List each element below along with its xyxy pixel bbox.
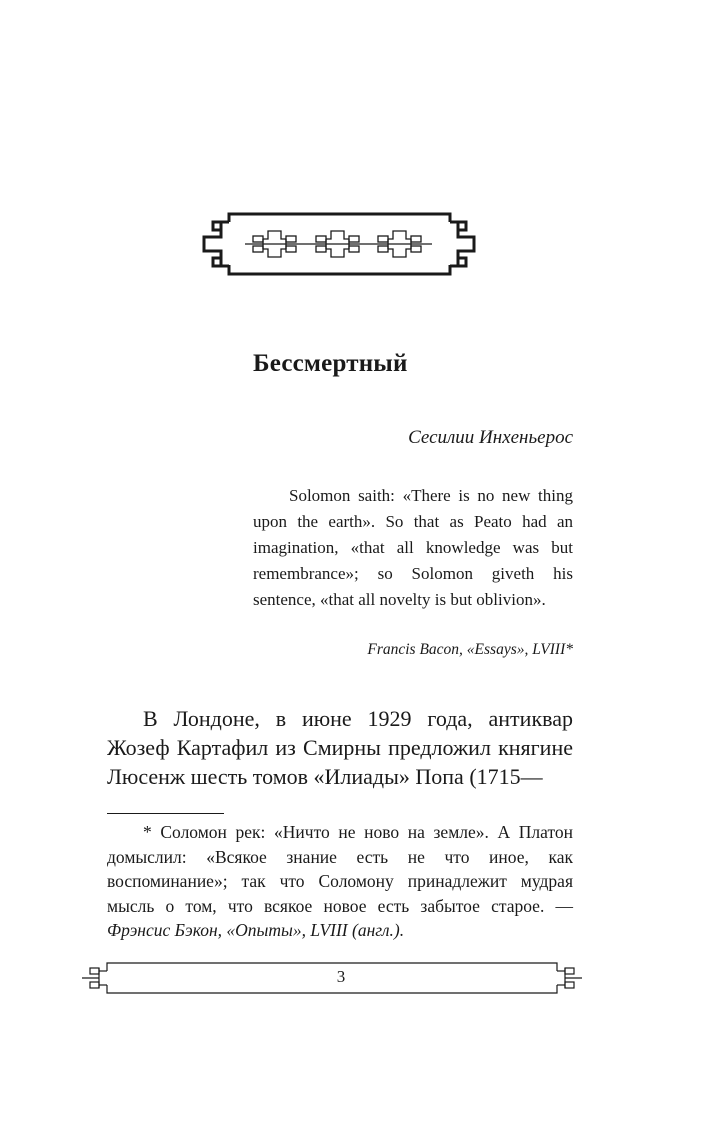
chapter-title: Бессмертный	[253, 350, 408, 377]
epigraph-text: Solomon saith: «There is no new thing upon the earth». So that as Peato had an imagination, «that all knowledge was but remembrance»; so Solomon giveth his sentence, «that all novelty is but oblivion».	[253, 486, 573, 609]
body-paragraph: В Лондоне, в июне 1929 года, антиквар Жозеф Картафил из Смирны предложил княгине Люсенж шесть томов «Илиады» Попа (1715—	[107, 706, 573, 789]
dedication: Сесилии Инхеньерос	[408, 427, 573, 448]
footnote-source: Фрэнсис Бэкон, «Опыты», LVIII (англ.).	[107, 920, 405, 940]
page-number: 3	[336, 967, 346, 986]
footnote-text: * Соломон рек: «Ничто не ново на земле». А Платон домыслил: «Всякое знание есть не что иное, как воспоминание»; так что Соломону принадлежит мудрая мысль о том, что всякое новое есть забытое старое. —	[107, 822, 573, 916]
epigraph-attribution: Francis Bacon, «Essays», LVIII*	[367, 641, 573, 658]
